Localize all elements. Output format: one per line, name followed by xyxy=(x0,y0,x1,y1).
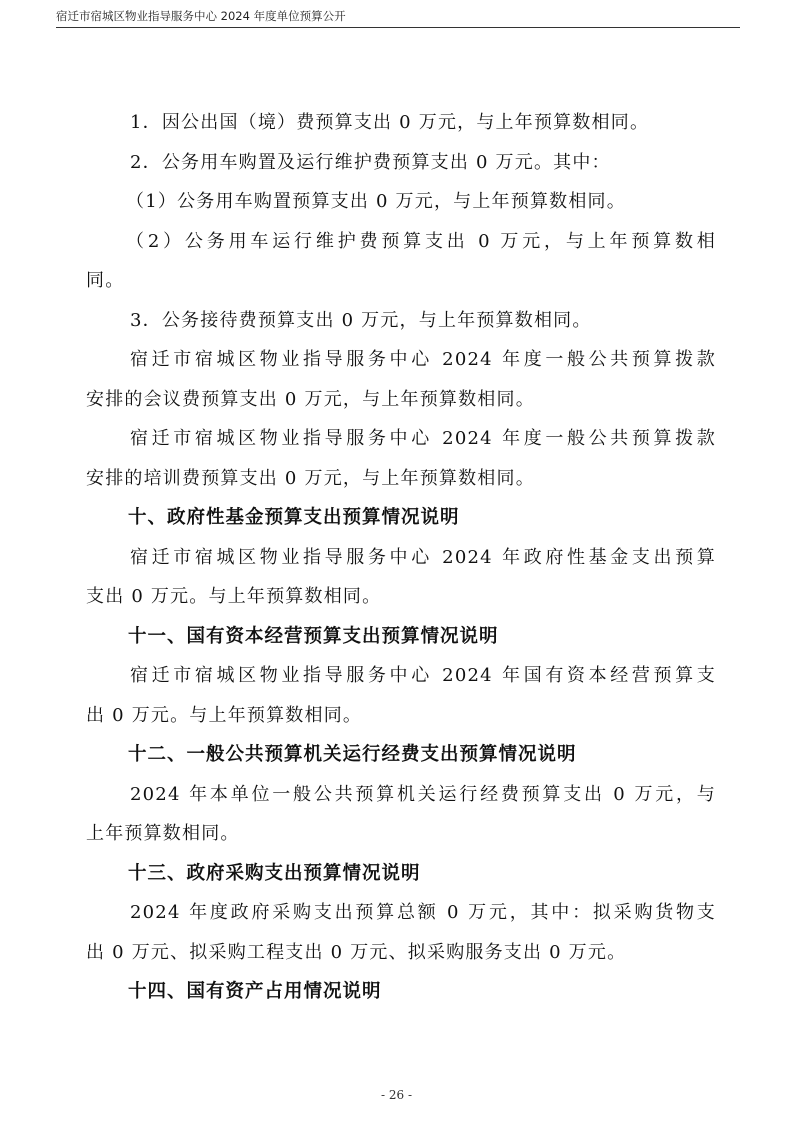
page-number: - 26 - xyxy=(380,1088,412,1102)
section-heading: 十三、政府采购支出预算情况说明 xyxy=(128,862,421,884)
paragraph-line: 支出 0 万元。与上年预算数相同。 xyxy=(86,586,382,607)
paragraph-line: 同。 xyxy=(86,270,125,291)
paragraph-line: 2024 年本单位一般公共预算机关运行经费预算支出 0 万元，与 xyxy=(130,783,716,805)
paragraph-line: 宿迁市宿城区物业指导服务中心 2024 年度一般公共预算拨款 xyxy=(130,349,716,370)
paragraph-line: 2．公务用车购置及运行维护费预算支出 0 万元。其中： xyxy=(130,151,611,173)
paragraph-line: 宿迁市宿城区物业指导服务中心 2024 年政府性基金支出预算 xyxy=(130,546,716,568)
paragraph-line: （1）公务用车购置预算支出 0 万元，与上年预算数相同。 xyxy=(126,191,626,212)
paragraph-line: 1．因公出国（境）费预算支出 0 万元，与上年预算数相同。 xyxy=(130,112,650,133)
section-heading: 十四、国有资产占用情况说明 xyxy=(128,981,382,1002)
section-heading: 十二、一般公共预算机关运行经费支出预算情况说明 xyxy=(128,744,577,765)
page-header-title: 宿迁市宿城区物业指导服务中心 2024 年度单位预算公开 xyxy=(56,9,346,23)
document-body xyxy=(86,103,716,1012)
paragraph-line: 2024 年度政府采购支出预算总额 0 万元，其中：拟采购货物支 xyxy=(130,902,716,923)
paragraph-line: 宿迁市宿城区物业指导服务中心 2024 年国有资本经营预算支 xyxy=(130,665,716,686)
paragraph-line: 安排的培训费预算支出 0 万元，与上年预算数相同。 xyxy=(86,467,535,489)
header-divider xyxy=(56,27,740,28)
paragraph-line: 3．公务接待费预算支出 0 万元，与上年预算数相同。 xyxy=(130,309,592,331)
paragraph-line: 出 0 万元。与上年预算数相同。 xyxy=(86,704,363,726)
paragraph-line: （2）公务用车运行维护费预算支出 0 万元，与上年预算数相 xyxy=(126,230,716,252)
section-heading: 十一、国有资本经营预算支出预算情况说明 xyxy=(128,625,499,647)
section-heading: 十、政府性基金预算支出预算情况说明 xyxy=(128,507,460,528)
paragraph-line: 安排的会议费预算支出 0 万元，与上年预算数相同。 xyxy=(86,388,535,410)
paragraph-line: 上年预算数相同。 xyxy=(86,823,240,844)
paragraph-line: 宿迁市宿城区物业指导服务中心 2024 年度一般公共预算拨款 xyxy=(130,428,716,449)
paragraph-line: 出 0 万元、拟采购工程支出 0 万元、拟采购服务支出 0 万元。 xyxy=(86,941,627,963)
